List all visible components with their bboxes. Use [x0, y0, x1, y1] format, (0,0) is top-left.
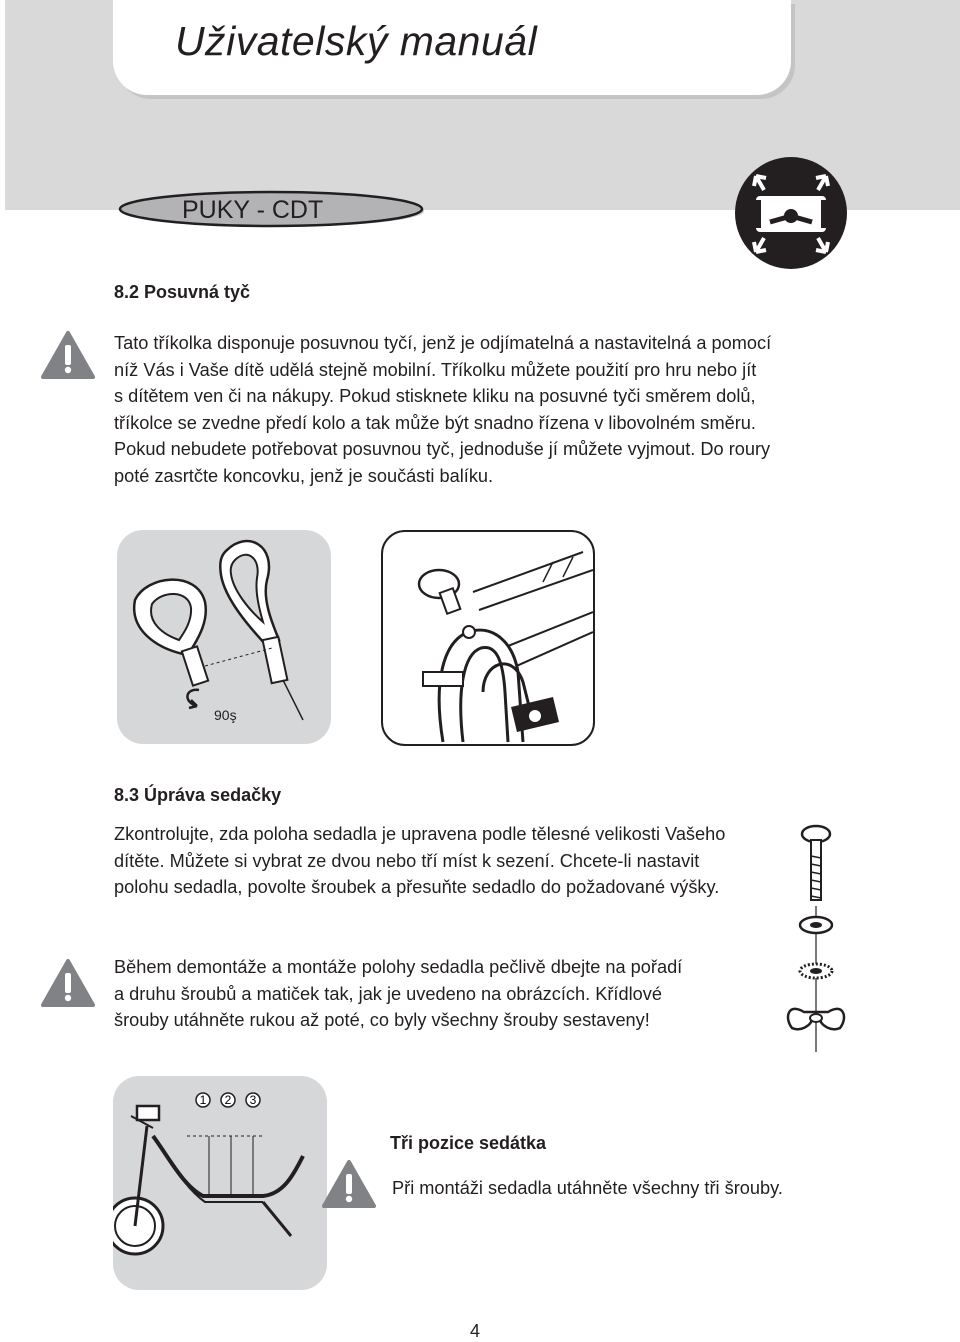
section-8-3-text: Zkontrolujte, zda poloha sedadla je upravena podle tělesné velikosti Vašeho dítěte. Můžete si vybrat ze dvou nebo tří míst k sezení. Chcete-li nastavit polohu sedadla, povolte šroubek a přesuňte sedadlo do požadované výšky.	[114, 824, 726, 897]
positions-text: Při montáži sedadla utáhněte všechny tři šrouby.	[392, 1178, 783, 1198]
seat-warning-text: Během demontáže a montáže polohy sedadla pečlivě dbejte na pořadí a druhu šroubů a matiček tak, jak je uvedeno na obrázcích. Křídlové šrouby utáhněte rukou až poté, co byly všechny šrouby sestaveny!	[114, 957, 683, 1030]
rotation-angle-label: 90ş	[214, 707, 237, 723]
warning-icon	[41, 330, 95, 380]
page-number: 4	[470, 1321, 481, 1341]
seat-positions-illustration	[113, 1076, 327, 1290]
end-plug-panel	[381, 530, 595, 746]
model-name: PUKY - CDT	[182, 196, 324, 224]
end-plug-illustration	[383, 532, 593, 744]
document-title: Uživatelský manuál	[175, 18, 538, 64]
warning-icon	[322, 1159, 376, 1209]
seat-hardware-illustration	[780, 822, 852, 1052]
positions-heading: Tři pozice sedátka	[390, 1133, 547, 1153]
section-8-3-heading: 8.3 Úpráva sedačky	[114, 785, 282, 805]
rotate-arrow-icon	[187, 690, 199, 708]
position-label-2: 2	[224, 1093, 232, 1107]
warning-icon	[41, 958, 95, 1008]
position-label-1: 1	[199, 1093, 207, 1107]
position-label-3: 3	[249, 1093, 257, 1107]
seat-positions-panel	[113, 1076, 327, 1290]
clock-assembly-icon	[734, 156, 848, 270]
section-8-2-heading: 8.2 Posuvná tyč	[114, 282, 251, 302]
section-8-2-text: Tato tříkolka disponuje posuvnou tyčí, jenž je odjímatelná a nastavitelná a pomocí níž Vás i Vaše dítě udělá stejně mobilní. Tříkolku můžete použití pro hru nebo jít s dítětem ven či na nákupy. Pokud stisknete kliku na posuvné tyči směrem dolů, tříkolce se zvedne předí kolo a tak může být snadno řízena v libovolném směru. Pokud nebudete potřebovat posuvnou tyč, jednoduše jí můžete vyjmout. Do roury poté zasrtčte koncovku, jenž je součásti balíku.	[114, 333, 772, 486]
